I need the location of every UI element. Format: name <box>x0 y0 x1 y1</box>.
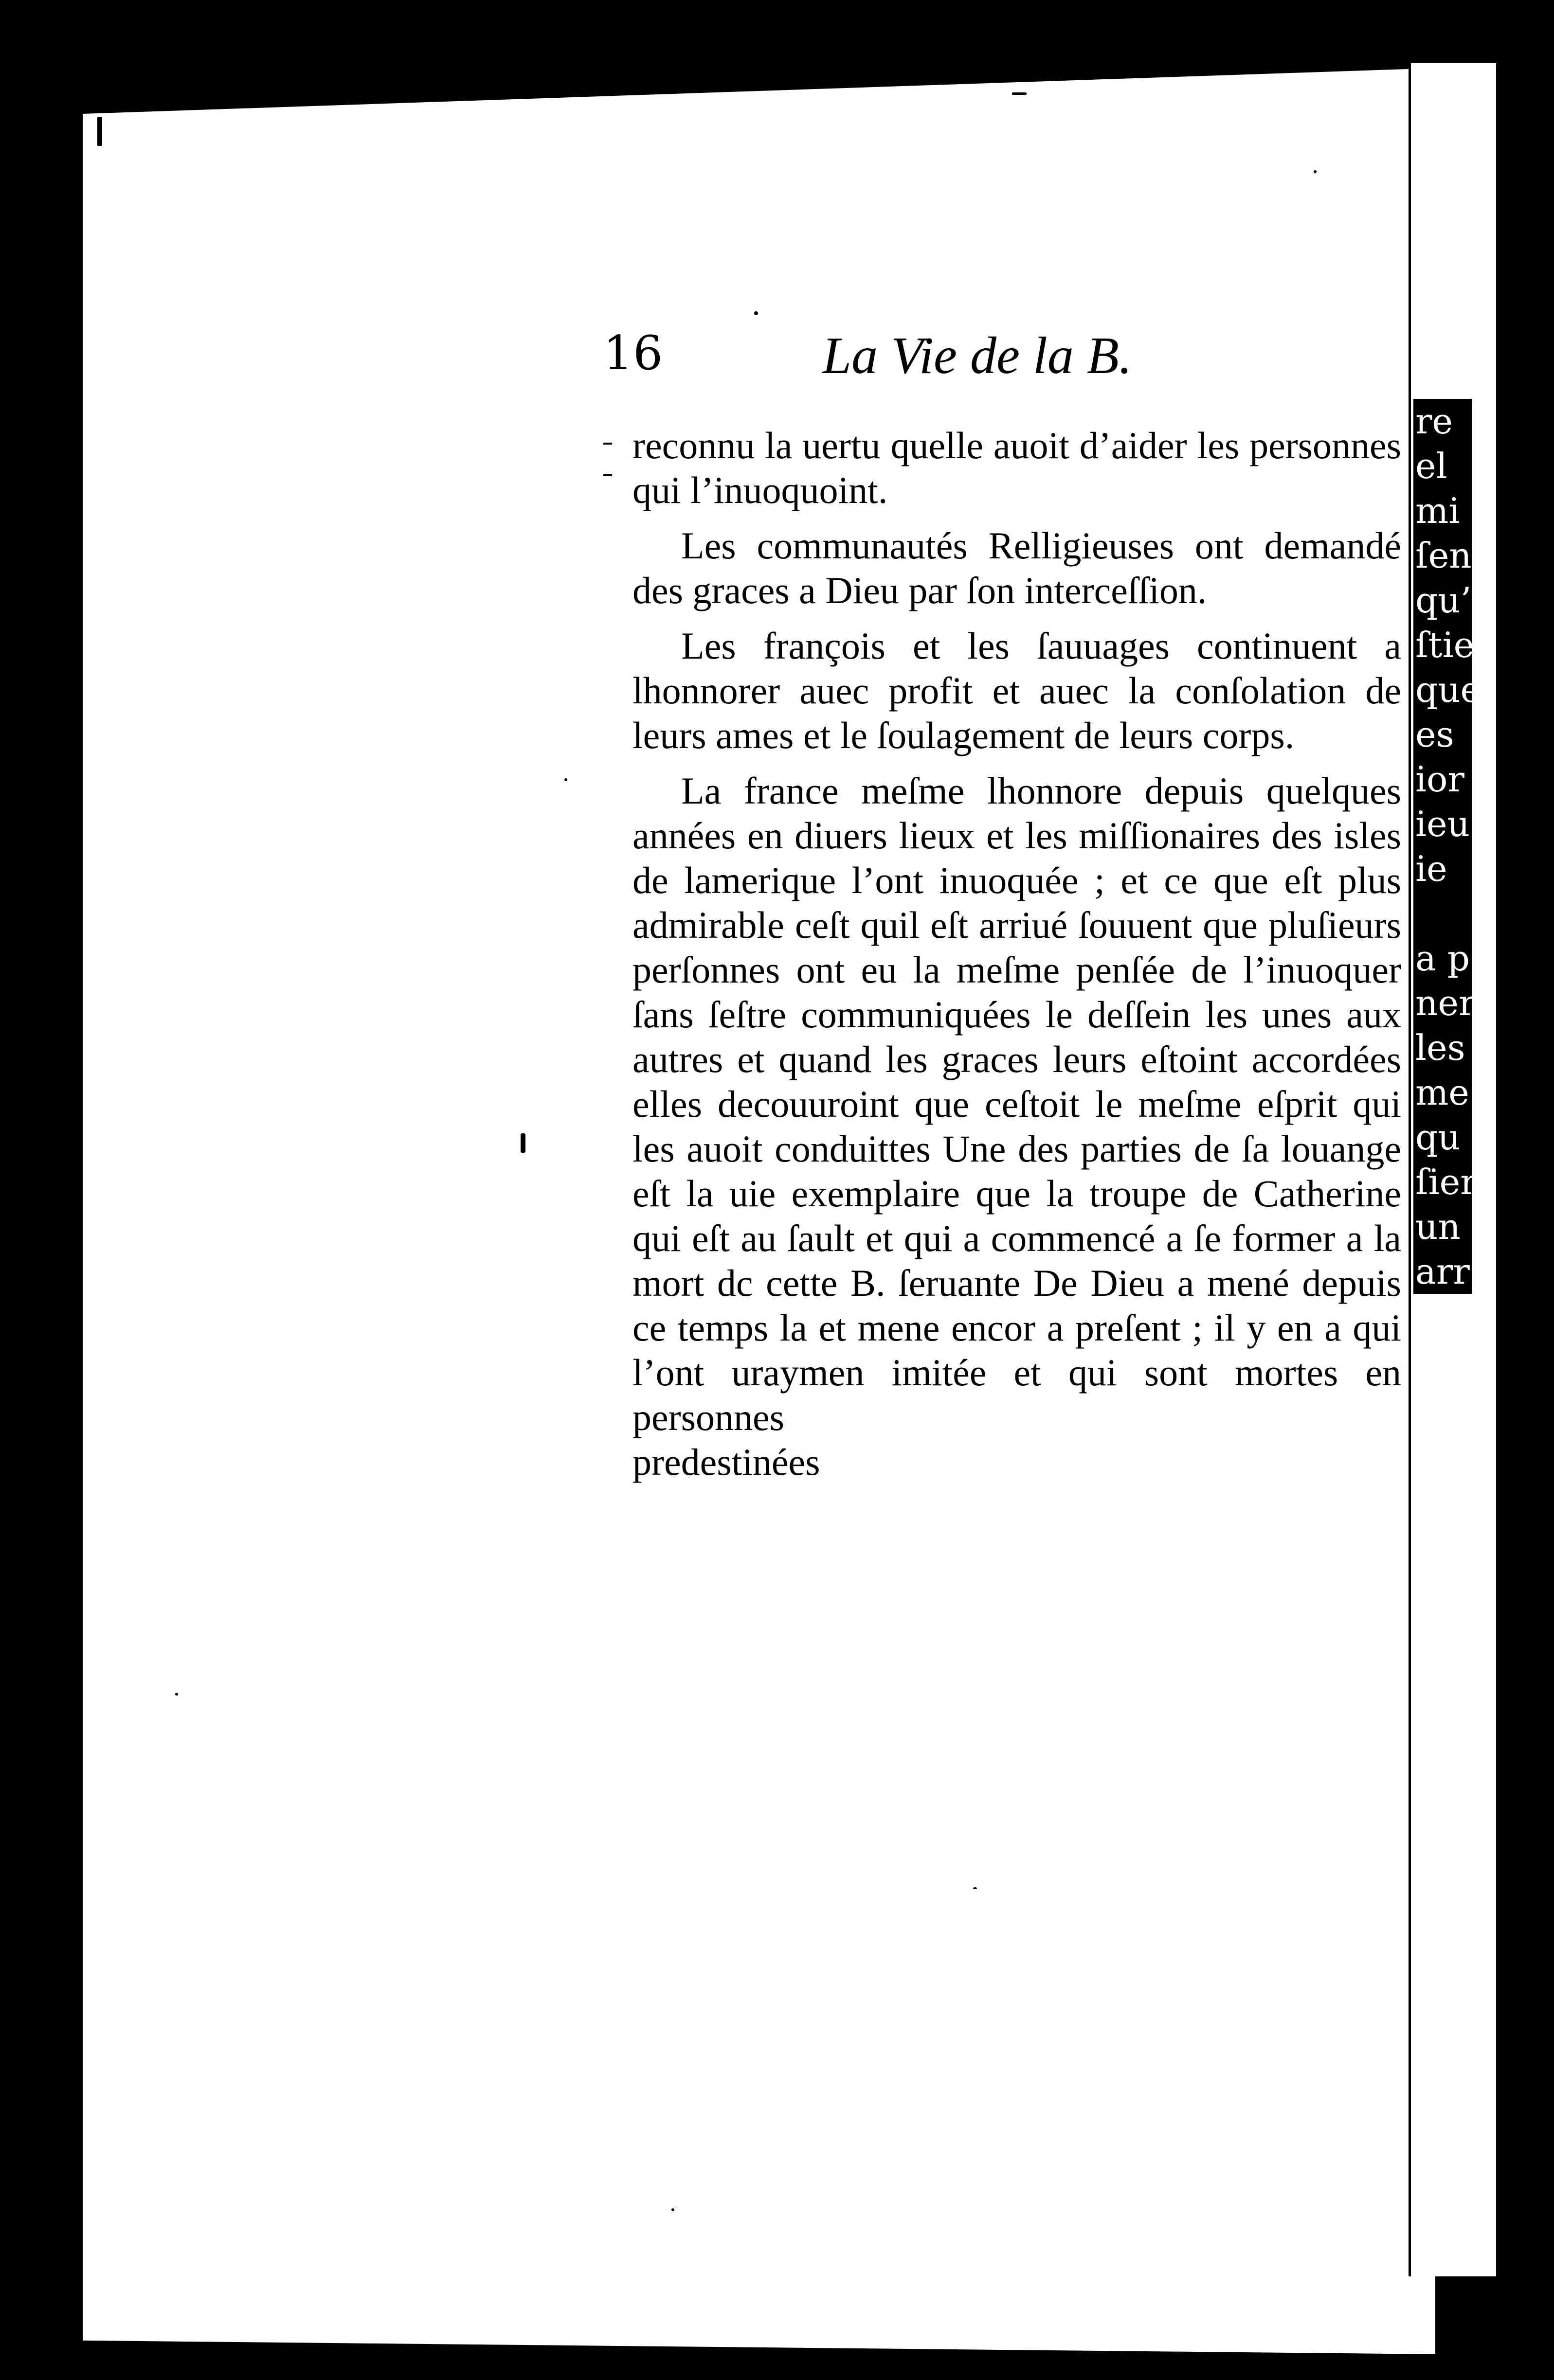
scan-speck <box>603 443 612 445</box>
scan-speck <box>1314 170 1317 173</box>
scan-speck <box>754 311 758 315</box>
adjacent-page-fragment: el <box>1413 444 1472 488</box>
adjacent-page-fragment: qu’ <box>1413 578 1472 623</box>
scan-speck <box>1012 92 1027 95</box>
adjacent-page-fragment: ſtie <box>1413 623 1472 667</box>
adjacent-page-fragment: a p <box>1413 936 1472 981</box>
catchword: predestinées <box>632 1441 820 1483</box>
scan-speck <box>97 117 102 146</box>
adjacent-page-text <box>1413 399 1482 1294</box>
adjacent-page-fragment: ie <box>1413 846 1472 891</box>
running-title: La Vie de la B. <box>822 327 1132 385</box>
scan-speck <box>973 1887 977 1889</box>
adjacent-page-fragment: ſier <box>1413 1160 1472 1204</box>
adjacent-page-fragment: qu <box>1413 1115 1472 1160</box>
scan-speck <box>564 778 567 781</box>
adjacent-page-fragment: un <box>1413 1204 1472 1249</box>
page-number: 16 <box>603 326 663 380</box>
adjacent-page-fragment: arr <box>1413 1249 1472 1294</box>
scan-speck <box>175 1693 178 1696</box>
adjacent-page-fragment: ner <box>1413 981 1472 1025</box>
paragraph: Les françois et les ſauuages continuent a lhonnorer auec profit et auec la conſolation de leurs ames et le ſoulagement de leurs corps. <box>632 625 1401 756</box>
running-head <box>603 326 1430 384</box>
adjacent-page-fragment: ior <box>1413 757 1472 802</box>
scan-speck <box>603 474 612 476</box>
adjacent-page-fragment: me <box>1413 1070 1472 1115</box>
adjacent-page-fragment: ſen <box>1413 533 1472 578</box>
adjacent-page-fragment: re <box>1413 399 1472 444</box>
scan-speck <box>521 1133 525 1153</box>
body-text <box>632 423 1401 1485</box>
paragraph: La france meſme lhonnore depuis quelques années en diuers lieux et les miſſionaires des isles de lamerique l’ont inuoquée ; et ce que eſt plus admirable ceſt quil eſt arriué ſouuent que pluſieurs perſonnes ont eu la meſme penſée de l’inuoquer ſans ſeſtre communiquées le deſſein les unes aux autres et quand les graces leurs eſtoint accordées elles decouuroint que ceſtoit le meſme eſprit qui les auoit conduittes Une des parties de ſa louange eſt la uie exemplaire que la troupe de Catherine qui eſt au ſault et qui a commencé a ſe former a la mort dc cette B. ſeruante De Dieu a mené depuis ce temps la et mene encor a preſent ; il y en a qui l’ont uraymen imitée et qui sont mortes en personnes <box>632 769 1401 1438</box>
adjacent-page-fragment: es <box>1413 712 1472 757</box>
adjacent-page-fragment <box>1413 891 1472 936</box>
scan-speck <box>671 2208 674 2211</box>
adjacent-page-fragment: que <box>1413 667 1472 712</box>
paragraph: reconnu la uertu quelle auoit d’aider les personnes qui l’inuoquoint. <box>632 424 1401 511</box>
paragraph: Les communautés Relligieuses ont demandé des graces a Dieu par ſon interceſſion. <box>632 524 1401 611</box>
adjacent-page-fragment: les <box>1413 1025 1472 1070</box>
adjacent-page-fragment: mi <box>1413 488 1472 533</box>
adjacent-page-fragment: ieu <box>1413 802 1472 846</box>
